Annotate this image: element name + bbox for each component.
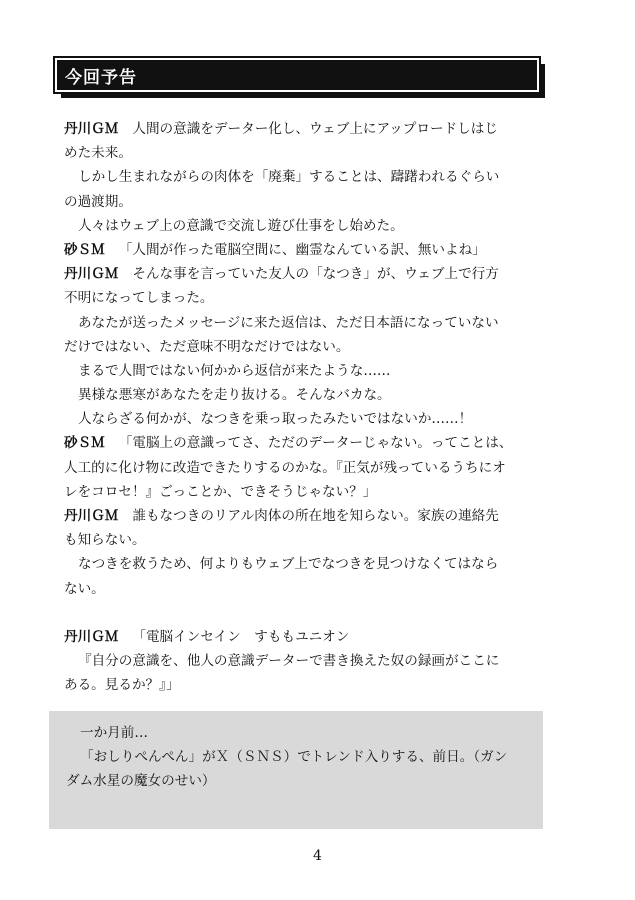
text-line: めた未来。 (64, 145, 132, 162)
speaker-label: 砂ＳＭ (64, 241, 105, 258)
dialogue-text: 「電脳インセイン すももユニオン (132, 628, 350, 645)
note-line: 「おしりぺんぺん」がＸ（ＳＮＳ）でトレンド入りする、前日。（ガン (80, 749, 508, 766)
text-line (64, 238, 539, 262)
section-title: 今回予告 (65, 68, 137, 88)
dialogue-text: 誰もなつきのリアル肉体の所在地を知らない。家族の連絡先 (132, 508, 499, 524)
dialogue-text: 人間の意識をデーター化し、ウェブ上にアップロードしはじ (132, 121, 498, 137)
text-line (64, 262, 539, 286)
text-line: レをコロセ！』ごっことか、できそうじゃない？」 (64, 483, 377, 500)
text-line: 人ならざる何かが、なつきを乗っ取ったみたいではないか……！ (78, 411, 473, 428)
dialogue-text: そんな事を言っていた友人の「なつき」が、ウェブ上で行方 (132, 266, 499, 283)
text-line: ない。 (64, 580, 105, 597)
text-line: 人々はウェブ上の意識で交流し遊び仕事をし始めた。 (78, 217, 404, 234)
speaker-label: 丹川ＧＭ (64, 266, 119, 283)
dialogue-text: 「電脳上の意識ってさ、ただのデーターじゃない。ってことは、 (118, 435, 513, 452)
text-line: 不明になってしまった。 (64, 290, 214, 307)
page-number: 4 (313, 848, 322, 864)
text-line: なつきを救うため、何よりもウェブ上でなつきを見つけなくてはなら (78, 556, 499, 573)
text-line (64, 431, 539, 455)
section-header (55, 58, 539, 92)
speaker-label: 丹川ＧＭ (64, 121, 119, 137)
main-text (64, 117, 539, 697)
speaker-label: 丹川ＧＭ (64, 508, 119, 524)
text-line (64, 504, 539, 528)
text-line (64, 625, 539, 649)
text-line: 異様な悪寒があなたを走り抜ける。そんなバカな。 (78, 387, 391, 404)
text-line: まるで人間ではない何かから返信が来たような…… (78, 362, 391, 379)
note-line: 一か月前… (80, 725, 148, 741)
text-line (64, 117, 539, 141)
text-line: あなたが送ったメッセージに来た返信は、ただ日本語になっていない (78, 314, 499, 331)
text-line: 人工的に化け物に改造できたりするのかな。『正気が残っているうちにオ (64, 459, 506, 476)
speaker-label: 砂ＳＭ (64, 435, 105, 452)
note-line: ダム水星の魔女のせい） (66, 773, 216, 790)
text-line: しかし生まれながらの肉体を「廃棄」することは、躊躇われるぐらい (78, 169, 500, 186)
note-text (66, 721, 536, 794)
text-line: も知らない。 (64, 532, 146, 549)
dialogue-text: 「人間が作った電脳空間に、幽霊なんている訳、無いよね」 (118, 241, 486, 258)
text-line: の過渡期。 (64, 193, 132, 210)
text-line: 『自分の意識を、他人の意識データーで書き換えた奴の録画がここに (78, 652, 500, 669)
speaker-label: 丹川ＧＭ (64, 628, 119, 645)
text-line: ある。見るか？』」 (64, 677, 180, 694)
text-line: だけではない、ただ意味不明なだけではない。 (64, 338, 350, 355)
paragraph-gap (64, 601, 539, 625)
